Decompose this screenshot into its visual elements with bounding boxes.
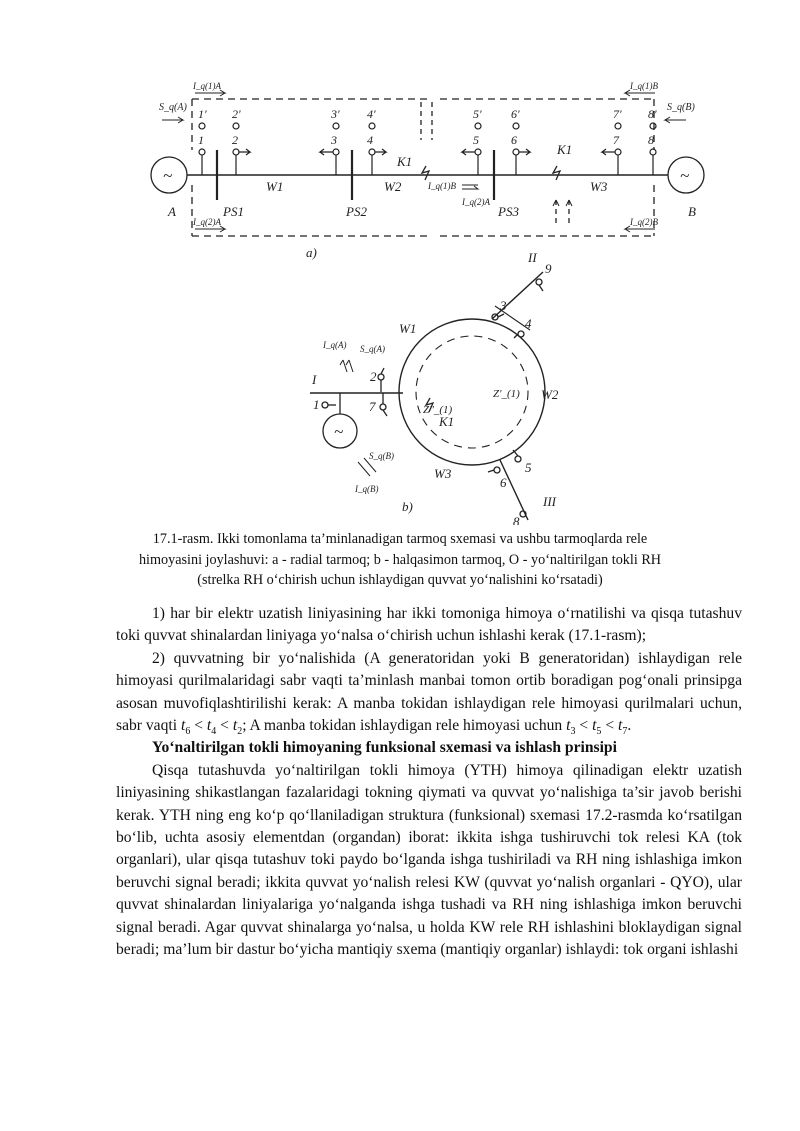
generator-a-symbol: ~ (163, 166, 173, 185)
relay-label-7: 7 (613, 133, 619, 147)
fault-k1-left: K1 (397, 154, 413, 169)
relay-label-5: 5 (473, 133, 479, 147)
bus-i-label: I (312, 372, 317, 387)
relay-label-7p: 7' (613, 107, 622, 121)
current-label-mid-low: I_q(2)A (462, 197, 490, 207)
line-w3: W3 (590, 179, 608, 194)
relay-label-4: 4 (367, 133, 373, 147)
diagram-a-label: a) (306, 245, 317, 260)
impedance-z1-double: Z''_(1) (423, 404, 453, 416)
ring-generator-symbol: ~ (334, 422, 344, 441)
substation-ps2: PS2 (346, 204, 367, 219)
caption-line-2: himoyasini joylashuvi: a - radial tarmoq; b - halqasimon tarmoq, O - yo‘naltirilgan tokli RH (138, 551, 662, 568)
power-label-right: S_q(B) (667, 102, 695, 113)
source-b-label: B (688, 204, 696, 219)
substation-ps3: PS3 (498, 204, 519, 219)
power-label-left: S_q(A) (159, 102, 187, 113)
ring-relay-6: 6 (500, 475, 507, 490)
current-label-top-right: I_q(1)B (630, 81, 658, 91)
ring-relay-4: 4 (525, 316, 532, 331)
paragraph-1: 1) har bir elektr uzatish liniyasining har ikki tomoniga himoya o‘rnatilishi va qisqa tutashuv toki quvvat shinalardan liniyaga yo‘nalsa o‘chirish uchun ishlashi kerak (17.1-rasm); (116, 605, 742, 645)
ring-relay-7: 7 (369, 399, 376, 414)
substation-ps1: PS1 (223, 204, 244, 219)
relay-label-8: 8 (648, 133, 654, 147)
diagram-b-label: b) (402, 499, 413, 514)
ring-fault-k1: K1 (439, 414, 455, 429)
line-w1: W1 (266, 179, 284, 194)
ring-current-bottom: I_q(B) (355, 484, 379, 494)
caption-line-3: (strelka RH o‘chirish uchun ishlaydigan quvvat yo‘nalishini ko‘rsatadi) (197, 572, 603, 588)
ring-line-w3: W3 (434, 466, 452, 481)
generator-b-symbol: ~ (680, 166, 690, 185)
ring-relay-9: 9 (545, 261, 552, 276)
relay-label-6p: 6' (511, 107, 520, 121)
current-label-bottom-left: I_q(2)A (193, 217, 221, 227)
figure-caption (120, 529, 680, 591)
source-a-label: A (168, 204, 176, 219)
figure-17-1 (0, 0, 800, 525)
ring-relay-8: 8 (513, 514, 520, 525)
ring-line-w1: W1 (399, 321, 417, 336)
bus-iii-label: III (543, 494, 556, 509)
ring-relay-5: 5 (525, 460, 532, 475)
current-label-mid: I_q(1)B (428, 181, 456, 191)
ring-relay-1: 1 (313, 397, 320, 412)
paragraph-2: 2) quvvatning bir yo‘nalishida (A generatoridan yoki B generatoridan) ishlaydigan rele himoyasi qurilmalaridagi sabr vaqti ta’minlash manbai tomon ortib boradigan pog‘onali prinsipga asosan muvofiqlashtirilishi kerak: A manba tokidan ishlaydigan rele himoyasi qurilmalari uchun, sabr vaqti $t_6 < t_4 < t_2$; A manba tokidan ishlaydigan rele himoyasi uchun $t_3 < t_5 < t_7$. (116, 649, 742, 738)
relay-label-1: 1 (198, 133, 204, 147)
relay-label-3p: 3' (331, 107, 340, 121)
impedance-z1-prime: Z'_(1) (493, 388, 520, 400)
ring-relay-3: 3 (500, 298, 507, 313)
relay-label-2: 2 (232, 133, 238, 147)
ring-relay-2: 2 (370, 369, 377, 384)
relay-label-5p: 5' (473, 107, 482, 121)
current-label-bottom-right: I_q(2)B (630, 217, 658, 227)
bus-ii-label: II (528, 250, 537, 265)
relay-label-2p: 2' (232, 107, 241, 121)
paragraph-3: Qisqa tutashuvda yo‘naltirilgan tokli himoya (YTH) himoya qilinadigan elektr uzatish liniyasining shikastlangan fazalaridagi tokning qiymati va quvvat yo‘nalishiga ta’sir javob berishi kerak. YTH ning eng ko‘p qo‘llaniladigan struktura (funksional) sxemasi 17.2-rasmda ko‘rsatilgan bo‘lib, uchta asosiy elementdan (organdan) iborat: ikkita ishga tushiruvchi tok relesi KA (tok organlari), ular qisqa tutashuv toki paydo bo‘lganda ishga tushiriladi va RH ning ishlashiga imkon beruvchi signal beradi; ikkita quvvat yo‘nalish relesi KW (quvvat yo‘nalish organlari - QYO), ular quvvat shinalardan liniyalariga yo‘nalganda ishga tushadi va RH ning ishlashiga imkon beruvchi signal beradi. Agar quvvat shinalarga yo‘nalsa, u holda KW rele RH ishlashini bloklaydigan signal beradi; ma’lum bir dastur bo‘yicha mantiqiy sxema (mantiqiy organlar) ishlaydi: tok organi ishlashi (116, 761, 742, 959)
section-heading: Yo‘naltirilgan tokli himoyaning funksional sxemasi va ishlash prinsipi (152, 739, 617, 757)
relay-label-6: 6 (511, 133, 517, 147)
ring-current-top: I_q(A) (323, 340, 347, 350)
current-label-top-left: I_q(1)A (193, 81, 221, 91)
relay-label-8p: 8' (648, 107, 657, 121)
relay-label-1p: 1' (198, 107, 207, 121)
fault-k1-right: K1 (557, 142, 573, 157)
body-text (116, 603, 742, 962)
diagram-a-radial-network (151, 81, 704, 260)
relay-label-3: 3 (331, 133, 337, 147)
relay-label-4p: 4' (367, 107, 376, 121)
line-w2: W2 (384, 179, 402, 194)
caption-line-1: 17.1-rasm. Ikki tomonlama ta’minlanadigan tarmoq sxemasi va ushbu tarmoqlarda rele (152, 531, 648, 547)
ring-power-bottom: S_q(B) (369, 451, 394, 461)
ring-power-top: S_q(A) (360, 344, 385, 354)
diagram-b-ring-network (310, 250, 559, 525)
ring-line-w2: W2 (541, 387, 559, 402)
